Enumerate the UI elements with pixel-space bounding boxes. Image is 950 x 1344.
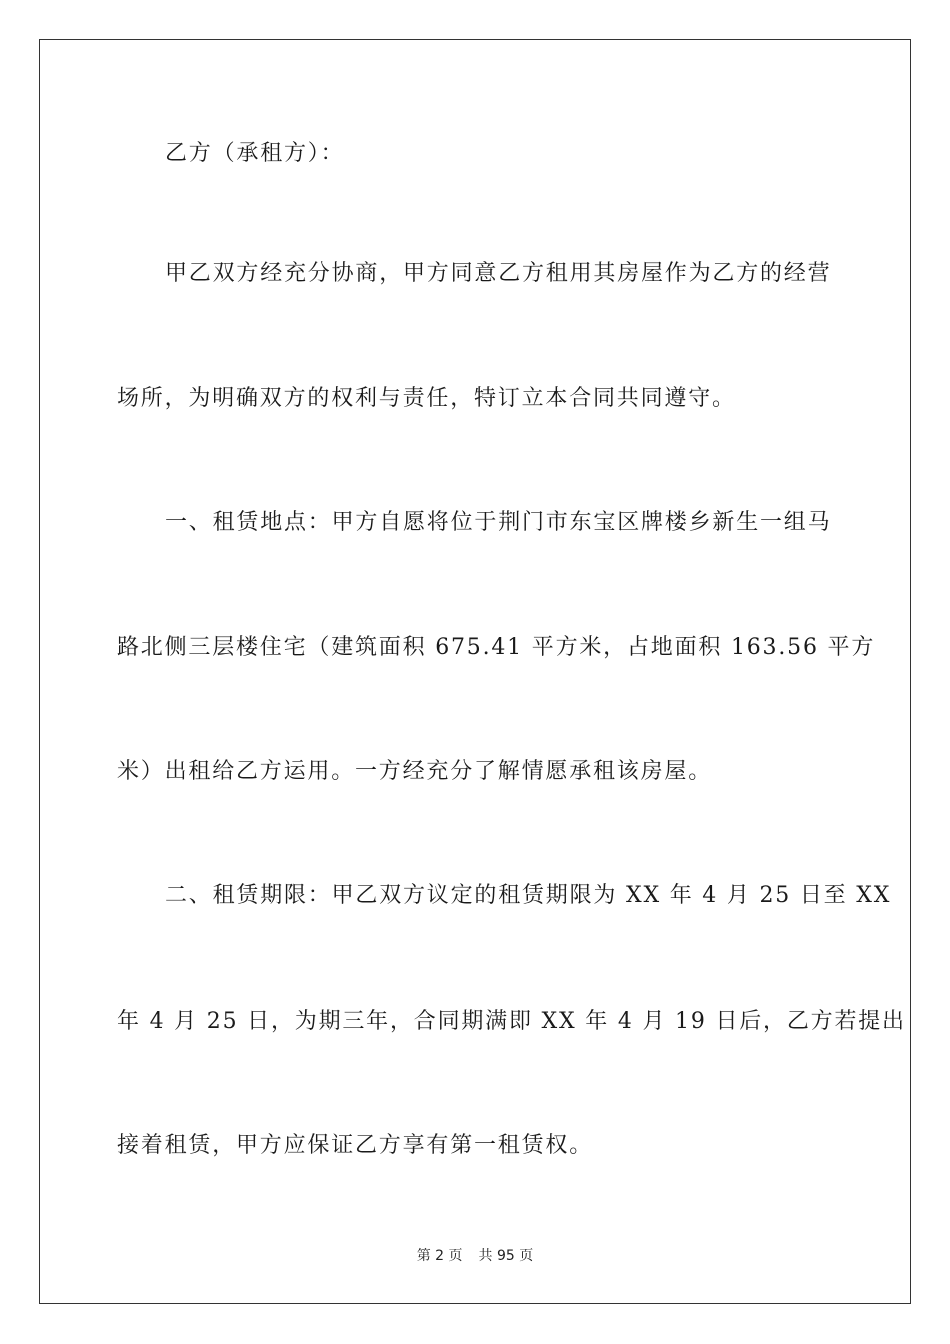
page-number: 第 2 页 bbox=[416, 1248, 463, 1264]
page-border bbox=[39, 39, 911, 1304]
paragraph-line-intro-2: 场所，为明确双方的权利与责任，特订立本合同共同遵守。 bbox=[117, 386, 736, 411]
page-footer bbox=[0, 1246, 950, 1266]
paragraph-line-party-b: 乙方（承租方）： bbox=[165, 141, 345, 166]
paragraph-line-location-1: 一、租赁地点：甲方自愿将位于荆门市东宝区牌楼乡新生一组马 bbox=[165, 510, 832, 535]
paragraph-line-term-2: 年 4 月 25 日，为期三年，合同期满即 XX 年 4 月 19 日后，乙方若提出 bbox=[117, 1009, 906, 1034]
paragraph-line-location-3: 米）出租给乙方运用。一方经充分了解情愿承租该房屋。 bbox=[117, 759, 713, 784]
page-total: 共 95 页 bbox=[478, 1248, 534, 1264]
paragraph-line-location-2: 路北侧三层楼住宅（建筑面积 675.41 平方米，占地面积 163.56 平方 bbox=[117, 635, 876, 660]
paragraph-line-intro-1: 甲乙双方经充分协商，甲方同意乙方租用其房屋作为乙方的经营 bbox=[165, 261, 832, 286]
paragraph-line-term-1: 二、租赁期限：甲乙双方议定的租赁期限为 XX 年 4 月 25 日至 XX bbox=[165, 883, 892, 908]
paragraph-line-term-3: 接着租赁，甲方应保证乙方享有第一租赁权。 bbox=[117, 1133, 594, 1158]
